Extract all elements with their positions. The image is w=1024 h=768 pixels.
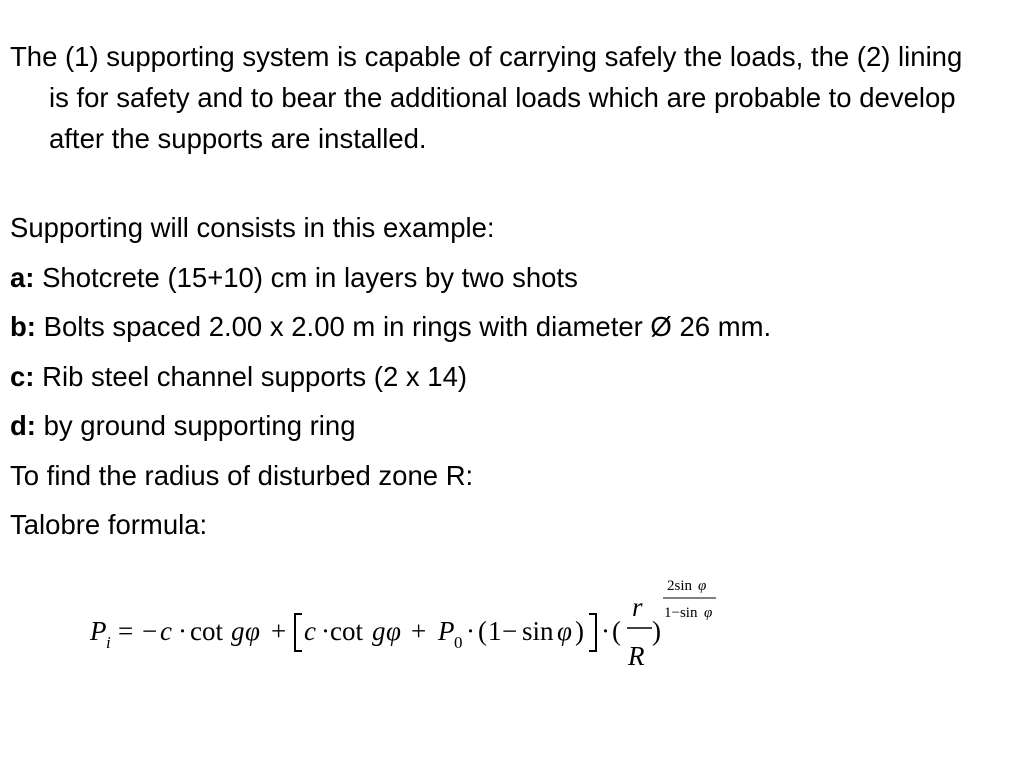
item-b-text: Bolts spaced 2.00 x 2.00 m in rings with diameter Ø 26 mm. (35, 311, 772, 342)
formula-sub-i: i (106, 633, 111, 652)
item-c-text: Rib steel channel supports (2 x 14) (34, 361, 468, 392)
formula-exp-num: 2sin (667, 578, 693, 594)
formula-g-1: g (231, 616, 245, 646)
intro-paragraph: The (1) supporting system is capable of carrying safely the loads, the (2) lining is for safety and to bear the additional loads which are probable to develop after the supports are installed. (10, 41, 963, 154)
formula-dot-3: · (466, 616, 475, 646)
formula-lparen-1: ( (478, 616, 487, 646)
radius-text: To find the radius of disturbed zone R: (10, 460, 474, 491)
formula-sin: sin (522, 616, 554, 646)
formula-rparen-2: ) (652, 616, 661, 646)
item-b-key: b: (10, 311, 36, 342)
formula-r: r (632, 592, 643, 622)
item-c (10, 356, 467, 397)
item-b (10, 306, 771, 347)
formula-c-1: c (160, 616, 172, 646)
formula-dot-1: · (178, 616, 187, 646)
formula-dot-2: · (321, 616, 330, 646)
item-d (10, 405, 355, 446)
formula-phi-3: φ (557, 616, 572, 646)
formula-phi-2: φ (386, 616, 401, 646)
formula-dot-4: · (601, 616, 610, 646)
item-d-text: by ground supporting ring (35, 410, 356, 441)
formula-equals: = (118, 616, 134, 646)
formula-cot-1: cot (190, 616, 223, 646)
formula-exp-num-phi: φ (698, 578, 707, 594)
formula-plus-1: + (271, 616, 287, 646)
formula-label: Talobre formula: (10, 509, 208, 540)
formula-svg (0, 560, 1024, 690)
formula-lparen-2: ( (612, 616, 621, 646)
formula-P: P (90, 616, 107, 646)
formula-minus-1: − (142, 616, 158, 646)
formula-rparen-1: ) (575, 616, 584, 646)
formula-sub-0: 0 (454, 633, 463, 652)
formula-exp-den-phi: φ (704, 605, 713, 621)
formula-P0: P (438, 616, 455, 646)
item-d-key: d: (10, 410, 36, 441)
formula-phi-1: φ (245, 616, 260, 646)
formula-lbracket (295, 614, 302, 651)
formula-c-2: c (304, 616, 316, 646)
item-c-key: c: (10, 361, 35, 392)
formula-exp-den: 1−sin (664, 605, 698, 621)
talobre-formula (0, 560, 1024, 690)
formula-rbracket (589, 614, 596, 651)
formula-plus-2: + (411, 616, 427, 646)
formula-R: R (628, 641, 645, 671)
item-a (10, 257, 578, 298)
lead-text: Supporting will consists in this example: (10, 212, 495, 243)
item-a-text: Shotcrete (15+10) cm in layers by two shots (34, 262, 578, 293)
item-a-key: a: (10, 262, 35, 293)
formula-cot-2: cot (330, 616, 363, 646)
formula-one: 1 (488, 616, 502, 646)
formula-g-2: g (372, 616, 386, 646)
formula-minus-2: − (502, 616, 518, 646)
